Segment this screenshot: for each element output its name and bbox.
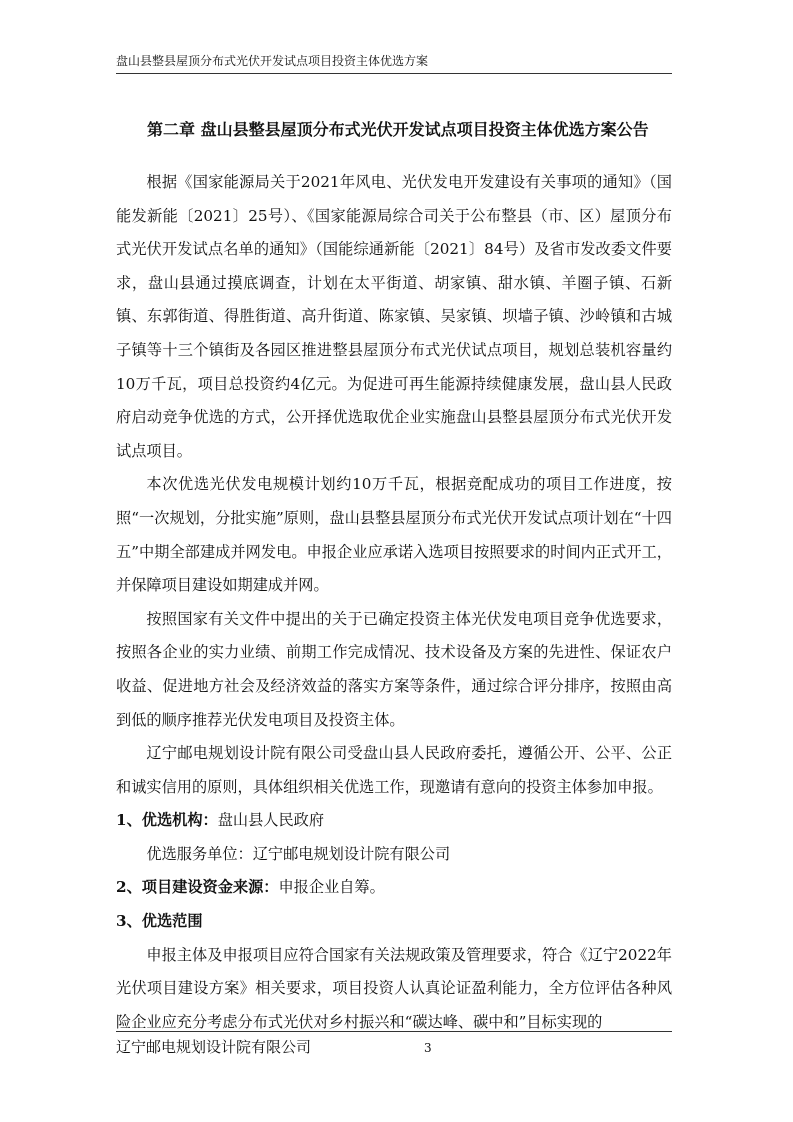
item-value: 申报企业自筹。: [278, 878, 385, 897]
item-label: 1、优选机构：: [116, 811, 218, 830]
document-body: [116, 166, 672, 1039]
item-selection-scope: [116, 905, 672, 939]
item-value: 辽宁邮电规划设计院有限公司: [252, 844, 451, 863]
page-number: 3: [424, 1041, 432, 1055]
item-selection-agency: [116, 804, 672, 838]
item-label: 优选服务单位：: [146, 844, 253, 863]
paragraph-basis: 根据《国家能源局关于2021年风电、光伏发电开发建设有关事项的通知》（国能发新能〔2021〕25号）、《国家能源局综合司关于公布整县（市、区）屋顶分布式光伏开发试点名单的通知》（国能综通新能〔2021〕84号）及省市发改委文件要求，盘山县通过摸底调查，计划在太平街道、胡家镇、甜水镇、羊圈子镇、石新镇、东郭街道、得胜街道、高升街道、陈家镇、吴家镇、坝墙子镇、沙岭镇和古城子镇等十三个镇街及各园区推进整县屋顶分布式光伏试点项目，规划总装机容量约10万千瓦，项目总投资约4亿元。为促进可再生能源持续健康发展，盘山县人民政府启动竞争优选的方式，公开择优选取优企业实施盘山县整县屋顶分布式光伏开发试点项目。: [116, 173, 672, 460]
running-header: 盘山县整县屋顶分布式光伏开发试点项目投资主体优选方案: [116, 54, 429, 68]
item-funding-source: [116, 871, 672, 905]
chapter-title: 第二章 盘山县整县屋顶分布式光伏开发试点项目投资主体优选方案公告: [147, 120, 649, 139]
item-value: 盘山县人民政府: [217, 811, 325, 830]
item-label: 3、优选范围: [116, 912, 203, 931]
footer-company: 辽宁邮电规划设计院有限公司: [116, 1038, 312, 1056]
footer-divider: [116, 1031, 672, 1032]
paragraph-criteria: 按照国家有关文件中提出的关于已确定投资主体光伏发电项目竞争优选要求，按照各企业的实力业绩、前期工作完成情况、技术设备及方案的先进性、保证农户收益、促进地方社会及经济效益的落实方案等条件，通过综合评分排序，按照由高到低的顺序推荐光伏发电项目及投资主体。: [116, 609, 672, 729]
header-divider: [116, 73, 672, 74]
paragraph-organizer: 辽宁邮电规划设计院有限公司受盘山县人民政府委托，遵循公开、公平、公正和诚实信用的原则，具体组织相关优选工作，现邀请有意向的投资主体参加申报。: [116, 744, 672, 796]
paragraph-scale: 本次优选光伏发电规模计划约10万千瓦，根据竞配成功的项目工作进度，按照“一次规划，分批实施”原则，盘山县整县屋顶分布式光伏开发试点项计划在“十四五”中期全部建成并网发电。申报企业应承诺入选项目按照要求的时间内正式开工，并保障项目建设如期建成并网。: [116, 475, 672, 595]
item-label: 2、项目建设资金来源：: [116, 878, 279, 897]
paragraph-scope: 申报主体及申报项目应符合国家有关法规政策及管理要求，符合《辽宁2022年光伏项目建设方案》相关要求，项目投资人认真论证盈利能力，全方位评估各种风险企业应充分考虑分布式光伏对乡村振兴和“碳达峰、碳中和”目标实现的: [116, 945, 672, 1031]
item-service-unit: [116, 838, 672, 872]
